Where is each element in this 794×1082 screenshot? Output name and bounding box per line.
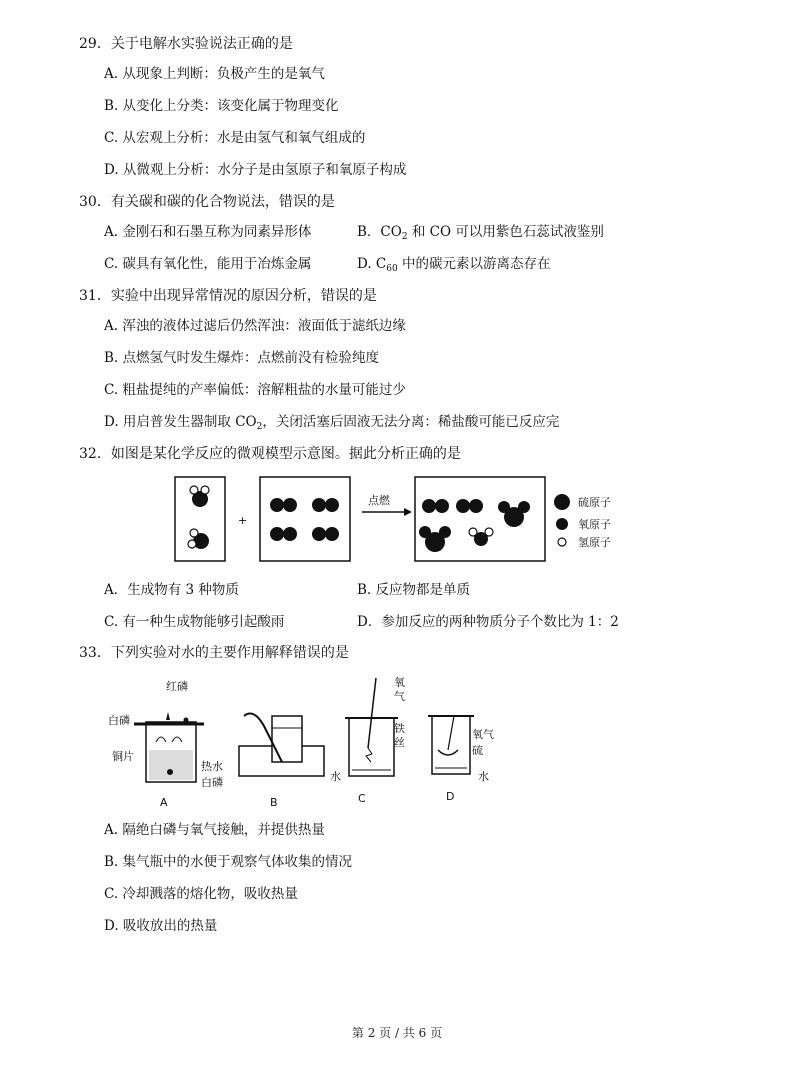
label-iron-1: 铁 (394, 722, 405, 735)
label-water-d: 水 (478, 770, 489, 783)
q32-option-d: D．参加反应的两种物质分子个数比为 1：2 (357, 614, 619, 630)
q29-stem: 29．关于电解水实验说法正确的是 (79, 36, 293, 52)
q33-option-c: C. 冷却溅落的熔化物，吸收热量 (104, 886, 298, 902)
apparatus-b (239, 714, 324, 809)
flame-icon (166, 712, 170, 720)
q31-option-c: C. 粗盐提纯的产率偏低：溶解粗盐的水量可能过少 (104, 382, 406, 398)
q33-apparatus-figure (104, 672, 504, 812)
q30-stem: 30．有关碳和碳的化合物说法，错误的是 (79, 194, 335, 210)
q32-molecular-model-figure (170, 472, 650, 568)
label-hot-water: 热水 (201, 760, 223, 773)
q29-option-b: B. 从变化上分类：该变化属于物理变化 (104, 98, 339, 114)
o2-molecule (422, 499, 449, 513)
q33-option-b: B. 集气瓶中的水便于观察气体收集的情况 (104, 854, 353, 870)
legend-hydrogen: 氢原子 (578, 536, 611, 549)
hydrogen-atom-legend-icon (558, 538, 566, 546)
sulfur-atom-legend-icon (554, 494, 570, 510)
caption-c: C (358, 792, 366, 805)
legend-oxygen: 氧原子 (578, 518, 611, 531)
q30-option-a: A. 金刚石和石墨互称为同素异形体 (104, 224, 312, 240)
q33-option-d: D. 吸收放出的热量 (104, 918, 218, 934)
o2-molecule (270, 527, 297, 541)
q30-option-b: B．$CO_2$ 和 CO 可以用紫色石蕊试液鉴别 (357, 224, 604, 242)
label-sulfur-d: 硫 (472, 744, 483, 757)
o2-molecule (456, 499, 483, 513)
q30-option-c: C. 碳具有氧化性，能用于冶炼金属 (104, 256, 312, 272)
q31-option-a: A. 浑浊的液体过滤后仍然浑浊：液面低于滤纸边缘 (104, 318, 406, 334)
label-oxygen-d: 氧气 (472, 728, 494, 741)
h2s-molecule (190, 486, 209, 507)
oxygen-atom-legend-icon (556, 518, 568, 530)
o2-molecule (312, 527, 339, 541)
plus-sign: + (238, 514, 248, 527)
caption-a: A (160, 796, 168, 809)
apparatus-c (330, 675, 405, 805)
arrow-head (404, 508, 412, 516)
q33-stem: 33．下列实验对水的主要作用解释错误的是 (79, 645, 349, 661)
q32-option-b: B. 反应物都是单质 (357, 582, 471, 598)
label-oxygen-2: 气 (394, 690, 405, 703)
h2o-molecule (469, 528, 493, 546)
q31-option-d: D. 用启普发生器制取 $CO_2$，关闭活塞后固液无法分离：稀盐酸可能已反应完 (104, 414, 560, 432)
caption-b: B (270, 796, 278, 809)
q33-option-a: A. 隔绝白磷与氧气接触，并提供热量 (104, 822, 325, 838)
label-red-phosphorus: 红磷 (166, 680, 188, 693)
page-footer: 第 2 页 / 共 6 页 (351, 1026, 443, 1040)
arrow-label: 点燃 (368, 494, 390, 507)
q32-option-a: A．生成物有 3 种物质 (104, 582, 239, 598)
q32-stem: 32．如图是某化学反应的微观模型示意图。据此分析正确的是 (79, 446, 461, 462)
q30-option-d: D. $C_{60}$ 中的碳元素以游离态存在 (357, 256, 551, 274)
label-iron-2: 丝 (394, 736, 405, 749)
q29-option-a: A. 从现象上判断：负极产生的是氧气 (104, 66, 325, 82)
q31-stem: 31．实验中出现异常情况的原因分析，错误的是 (79, 288, 377, 304)
so2-molecule (498, 501, 530, 527)
so2-molecule (419, 526, 451, 552)
label-white-phosphorus-underwater: 白磷 (201, 776, 223, 789)
q29-option-d: D. 从微观上分析：水分子是由氢原子和氧原子构成 (104, 162, 407, 178)
reactant-box-2 (260, 477, 350, 561)
apparatus-d (428, 716, 494, 803)
label-water-c: 水 (330, 770, 341, 783)
apparatus-a (108, 679, 223, 809)
o2-molecule (270, 498, 297, 512)
caption-d: D (446, 790, 455, 803)
q31-option-b: B. 点燃氢气时发生爆炸：点燃前没有检验纯度 (104, 350, 380, 366)
o2-molecule (312, 498, 339, 512)
label-oxygen-1: 氧 (394, 676, 405, 689)
q32-option-c: C. 有一种生成物能够引起酸雨 (104, 614, 285, 630)
legend-sulfur: 硫原子 (578, 496, 611, 509)
q29-option-c: C. 从宏观上分析：水是由氢气和氧气组成的 (104, 130, 366, 146)
label-white-phosphorus: 白磷 (108, 714, 130, 727)
label-copper-sheet: 铜片 (112, 750, 134, 763)
h2s-molecule (188, 529, 209, 549)
